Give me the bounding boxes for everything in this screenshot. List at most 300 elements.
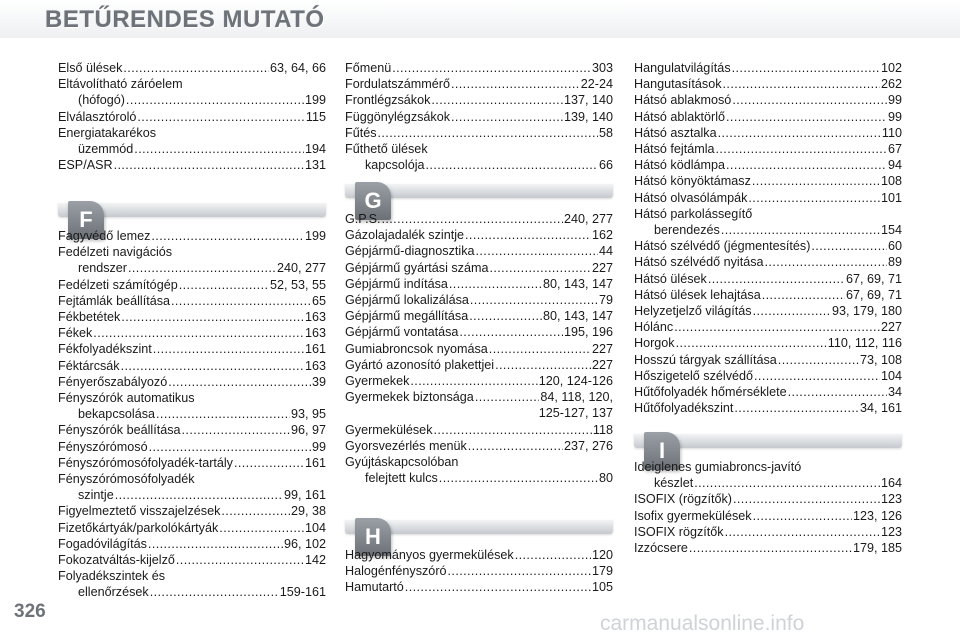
index-entry — [58, 92, 326, 108]
entry-pages: 96, 97 — [290, 423, 326, 438]
index-entry — [58, 520, 326, 536]
entry-pages: 159-161 — [279, 585, 326, 600]
entry-pages: 29, 38 — [290, 504, 326, 519]
entry-pages: 162 — [591, 228, 613, 243]
index-entry — [345, 276, 613, 292]
entry-term: Fizetőkártyák/parkolókártyák — [58, 520, 219, 535]
entry-term: Hátsó ülések lehajtása — [634, 287, 761, 302]
entry-pages: 110 — [881, 125, 902, 140]
leader-dots — [734, 400, 859, 416]
entry-pages: 84, 118, 120, — [540, 390, 613, 405]
entry-term: Gépjármű gyártási száma — [345, 260, 489, 275]
entry-term: Hátsó fejtámla — [634, 142, 715, 157]
index-entry — [58, 244, 326, 260]
index-entry — [58, 552, 326, 568]
index-entry — [58, 422, 326, 438]
leader-dots — [778, 352, 859, 368]
entry-pages: 34 — [887, 385, 902, 400]
leader-dots — [114, 157, 304, 173]
entry-term: Gyártó azonosító plakettjei — [345, 357, 495, 372]
index-entry — [58, 76, 326, 92]
leader-dots — [137, 109, 305, 125]
leader-dots — [495, 357, 591, 373]
entry-term: ellenőrzések — [78, 585, 149, 600]
index-entry — [58, 309, 326, 325]
entry-pages: 93, 95 — [290, 407, 326, 422]
index-entry — [345, 243, 613, 259]
entry-term: Fényszórómosófolyadék — [58, 472, 195, 487]
entry-term: Frontlégzsákok — [345, 93, 431, 108]
leader-dots — [489, 341, 591, 357]
entry-term: Hátsó olvasólámpák — [634, 190, 748, 205]
entry-pages: 227 — [591, 260, 613, 275]
entry-pages: 99 — [311, 439, 326, 454]
index-entry — [634, 287, 902, 303]
index-entry — [58, 325, 326, 341]
index-entry — [634, 459, 902, 475]
index-entry — [58, 141, 326, 157]
entry-term: felejtett kulcs — [365, 471, 438, 486]
index-entry — [345, 141, 613, 157]
entry-term: Gázolajadalék szintje — [345, 228, 465, 243]
entry-pages: 163 — [304, 326, 326, 341]
index-entry — [634, 352, 902, 368]
entry-term: Hátsó ködlámpa — [634, 158, 726, 173]
entry-pages: 303 — [591, 61, 613, 75]
leader-dots — [725, 524, 880, 540]
leader-dots — [489, 260, 591, 276]
entry-term: Hagyományos gyermekülések — [345, 548, 514, 562]
entry-term: Gépjármű-diagnosztika — [345, 244, 475, 259]
entry-term: Gépjármű vontatása — [345, 325, 459, 340]
index-entry — [58, 487, 326, 503]
index-entry — [58, 277, 326, 293]
entry-pages: 44 — [598, 244, 613, 259]
entry-term: Hátsó ablaktörlő — [634, 109, 726, 124]
entry-pages: 93, 179, 180 — [831, 304, 902, 319]
leader-dots — [694, 475, 880, 491]
index-entry — [634, 508, 902, 524]
index-entry — [345, 324, 613, 340]
index-entry — [58, 358, 326, 374]
entry-pages: 101 — [880, 190, 902, 205]
entry-pages: 179, 185 — [852, 541, 902, 556]
leader-dots — [434, 422, 592, 438]
entry-term: Gyermekülések — [345, 422, 433, 437]
leader-dots — [723, 76, 880, 92]
leader-dots — [439, 470, 598, 486]
entry-term: Fékbetétek — [58, 310, 121, 325]
entry-term: ESP/ASR — [58, 158, 113, 173]
index-entry — [345, 547, 613, 563]
entry-term: Hátsó könyöktámasz — [634, 174, 751, 189]
leader-dots — [392, 60, 591, 76]
entry-term: Izzócsere — [634, 541, 688, 556]
entry-pages: 227 — [880, 320, 902, 335]
entry-term: Hátsó ablakmosó — [634, 93, 732, 108]
leader-dots — [221, 503, 290, 519]
entry-pages: 120, 124-126 — [538, 374, 613, 389]
entry-pages: 139, 140 — [563, 109, 613, 124]
entry-term: készlet — [654, 476, 694, 491]
entry-pages: 110, 112, 116 — [827, 336, 902, 351]
entry-term: Energiatakarékos — [58, 125, 157, 140]
entry-pages: 164 — [880, 476, 902, 491]
index-entry — [345, 454, 613, 470]
index-entry — [58, 471, 326, 487]
index-list-h — [345, 547, 613, 596]
leader-dots — [128, 260, 276, 276]
index-entry — [58, 568, 326, 584]
index-entry — [634, 319, 902, 335]
entry-pages: 67, 69, 71 — [845, 271, 902, 286]
leader-dots — [405, 579, 591, 595]
entry-term: ISOFIX rögzítők — [634, 524, 724, 539]
index-list-g — [345, 211, 613, 486]
index-entry — [634, 400, 902, 416]
index-entry — [345, 389, 613, 405]
entry-term: ISOFIX (rögzítők) — [634, 492, 732, 507]
index-entry — [634, 109, 902, 125]
leader-dots — [426, 157, 598, 173]
leader-dots — [126, 92, 304, 108]
index-entry — [634, 206, 902, 222]
index-entry — [634, 384, 902, 400]
section-letter: G — [364, 188, 382, 213]
section-letter: I — [658, 438, 666, 463]
index-entry — [634, 254, 902, 270]
entry-term: Ideiglenes gumiabroncs-javító — [634, 460, 802, 474]
index-entry — [345, 438, 613, 454]
entry-term: Fejtámlák beállítása — [58, 293, 170, 308]
leader-dots — [676, 335, 827, 351]
leader-dots — [378, 125, 598, 141]
index-entry — [345, 470, 613, 486]
entry-term: Fedélzeti navigációs — [58, 245, 173, 260]
entry-term: rendszer — [78, 261, 127, 276]
index-entry — [58, 390, 326, 406]
entry-pages: 240, 277 — [563, 212, 613, 226]
entry-pages: 179 — [591, 564, 613, 579]
index-list-h2 — [634, 60, 902, 416]
index-entry — [58, 293, 326, 309]
entry-pages: 123 — [880, 524, 902, 539]
leader-dots — [449, 276, 542, 292]
leader-dots — [476, 243, 598, 259]
leader-dots — [115, 487, 283, 503]
entry-pages: 67, 69, 71 — [845, 287, 902, 302]
entry-term: Fedélzeti számítógép — [58, 277, 178, 292]
entry-term: Fényszórómosó — [58, 439, 148, 454]
entry-pages: 60 — [887, 239, 902, 254]
index-entry — [345, 109, 613, 125]
leader-dots — [515, 547, 591, 563]
entry-term: Fényszórók automatikus — [58, 391, 195, 406]
entry-term: Fogadóvilágítás — [58, 536, 147, 551]
leader-dots — [121, 309, 304, 325]
leader-dots — [754, 368, 880, 384]
entry-term: Hátsó parkolássegítő — [634, 206, 753, 221]
leader-dots — [148, 536, 283, 552]
entry-pages: 34, 161 — [859, 401, 902, 416]
leader-dots — [156, 406, 290, 422]
entry-pages: 39 — [311, 374, 326, 389]
index-entry — [58, 455, 326, 471]
entry-term: szintje — [78, 488, 114, 503]
leader-dots — [151, 228, 304, 244]
index-entry — [58, 228, 326, 244]
index-entry — [345, 92, 613, 108]
entry-term: Hátsó asztalka — [634, 125, 717, 140]
leader-dots — [732, 60, 880, 76]
index-entry — [634, 368, 902, 384]
entry-pages: 104 — [304, 520, 326, 535]
entry-pages: 99 — [887, 109, 902, 124]
leader-dots — [465, 227, 591, 243]
entry-pages: 94 — [887, 158, 902, 173]
leader-dots — [674, 319, 880, 335]
entry-pages: 80, 143, 147 — [542, 309, 613, 324]
entry-pages: 161 — [304, 342, 326, 357]
entry-term: Féktárcsák — [58, 358, 120, 373]
index-entry — [58, 109, 326, 125]
entry-term: Gépjármű megállítása — [345, 309, 469, 324]
index-entry — [634, 491, 902, 507]
leader-dots — [732, 92, 887, 108]
entry-pages: 240, 277 — [276, 261, 326, 276]
entry-term: Elválasztóroló — [58, 109, 137, 124]
leader-dots — [179, 277, 269, 293]
entry-term: Fékfolyadékszint — [58, 342, 152, 357]
leader-dots — [448, 563, 591, 579]
leader-dots — [176, 552, 304, 568]
index-entry — [345, 373, 613, 389]
entry-term: Hólánc — [634, 320, 674, 335]
entry-term: Fényerőszabályozó — [58, 374, 168, 389]
entry-term: Fényszórómosófolyadék-tartály — [58, 455, 233, 470]
index-entry — [634, 540, 902, 556]
leader-dots — [811, 238, 887, 254]
leader-dots — [470, 292, 598, 308]
entry-term: Gumiabroncsok nyomása — [345, 341, 488, 356]
leader-dots — [748, 190, 880, 206]
index-entry — [634, 157, 902, 173]
entry-term: Fagyvédő lemez — [58, 229, 151, 243]
entry-pages: 142 — [304, 553, 326, 568]
entry-pages: 125-127, 137 — [538, 406, 613, 421]
entry-term: Hamutartó — [345, 580, 404, 595]
entry-term: Horgok — [634, 336, 675, 351]
entry-term: Eltávolítható záróelem — [58, 77, 183, 92]
index-entry — [345, 292, 613, 308]
entry-pages: 227 — [591, 357, 613, 372]
entry-term: Gyermekek biztonsága — [345, 390, 474, 405]
index-entry — [634, 92, 902, 108]
entry-term: Hosszú tárgyak szállítása — [634, 352, 777, 367]
index-entry — [345, 211, 613, 227]
entry-term: üzemmód — [78, 142, 134, 157]
index-entry — [634, 475, 902, 491]
entry-term: (hófogó) — [78, 93, 125, 108]
leader-dots — [726, 157, 887, 173]
entry-term: Hátsó ülések — [634, 271, 707, 286]
leader-dots — [93, 325, 304, 341]
leader-dots — [171, 293, 311, 309]
entry-term: Figyelmeztető visszajelzések — [58, 504, 221, 519]
entry-pages: 131 — [304, 158, 326, 173]
leader-dots — [123, 60, 269, 76]
entry-term: Hűtőfolyadékszint — [634, 401, 734, 416]
index-entry — [345, 60, 613, 76]
entry-pages: 199 — [304, 93, 326, 108]
leader-dots — [431, 92, 563, 108]
index-entry — [634, 238, 902, 254]
index-entry — [345, 157, 613, 173]
index-entry — [345, 422, 613, 438]
index-entry — [634, 271, 902, 287]
section-letter: F — [79, 207, 93, 232]
entry-term: Hátsó szélvédő nyitása — [634, 255, 764, 270]
leader-dots — [121, 358, 304, 374]
leader-dots — [475, 389, 540, 405]
index-entry — [634, 141, 902, 157]
leader-dots — [468, 438, 563, 454]
leader-dots — [451, 109, 563, 125]
index-entry — [58, 584, 326, 600]
leader-dots — [168, 374, 311, 390]
leader-dots — [762, 287, 845, 303]
entry-pages: 195, 196 — [563, 325, 613, 340]
entry-term: Helyzetjelző világítás — [634, 304, 752, 319]
entry-pages: 79 — [598, 293, 613, 308]
entry-term: Hangutasítások — [634, 77, 722, 92]
index-entry — [58, 439, 326, 455]
page-header — [0, 0, 960, 38]
index-entry — [58, 260, 326, 276]
leader-dots — [134, 141, 304, 157]
index-entry — [345, 76, 613, 92]
entry-pages: 80, 143, 147 — [542, 276, 613, 291]
leader-dots — [219, 520, 304, 536]
entry-pages: 89 — [887, 255, 902, 270]
leader-dots — [150, 584, 279, 600]
entry-pages: 67 — [887, 142, 902, 157]
entry-pages: 199 — [304, 229, 326, 243]
leader-dots — [182, 422, 290, 438]
entry-pages: 161 — [304, 455, 326, 470]
entry-pages: 102 — [880, 61, 902, 75]
index-entry — [345, 341, 613, 357]
entry-term: Fényszórók beállítása — [58, 423, 181, 438]
entry-pages: 22-24 — [580, 77, 613, 92]
index-entry — [345, 579, 613, 595]
leader-dots — [689, 540, 852, 556]
leader-dots — [733, 491, 880, 507]
index-entry — [345, 227, 613, 243]
entry-term: berendezés — [654, 223, 720, 238]
entry-term: G.P.S. — [345, 212, 381, 226]
entry-pages: 163 — [304, 310, 326, 325]
entry-pages: 105 — [591, 580, 613, 595]
leader-dots — [718, 125, 881, 141]
leader-dots — [788, 384, 887, 400]
leader-dots — [752, 173, 880, 189]
section-letter: H — [365, 524, 381, 549]
entry-term: Fűtés — [345, 125, 377, 140]
watermark: carmanualsonline.info — [600, 612, 805, 635]
entry-term: Főmenü — [345, 61, 392, 75]
index-entry — [345, 563, 613, 579]
entry-term: Gyermekek — [345, 374, 410, 389]
entry-pages: 118 — [592, 422, 613, 437]
index-entry — [634, 303, 902, 319]
index-list-i — [634, 459, 902, 556]
entry-term: Gépjármű indítása — [345, 276, 448, 291]
entry-pages: 163 — [304, 358, 326, 373]
index-entry — [345, 308, 613, 324]
entry-term: Hűtőfolyadék hőmérséklete — [634, 385, 787, 400]
leader-dots — [149, 439, 311, 455]
entry-pages: 137, 140 — [563, 93, 613, 108]
leader-dots — [753, 303, 831, 319]
entry-term: Folyadékszintek és — [58, 569, 166, 584]
entry-term: Gépjármű lokalizálása — [345, 293, 469, 308]
entry-term: Halogénfényszóró — [345, 564, 447, 579]
entry-term: Fordulatszámmérő — [345, 77, 450, 92]
entry-pages: 73, 108 — [859, 352, 902, 367]
entry-pages: 115 — [305, 109, 326, 124]
entry-pages: 108 — [880, 174, 902, 189]
index-entry — [58, 341, 326, 357]
index-list-e — [58, 60, 326, 173]
leader-dots — [708, 271, 845, 287]
index-entry — [58, 60, 326, 76]
entry-pages: 104 — [880, 368, 902, 383]
entry-pages: 237, 276 — [563, 438, 613, 453]
entry-term: Függönylégzsákok — [345, 109, 451, 124]
index-entry — [634, 125, 902, 141]
leader-dots — [381, 211, 563, 227]
entry-pages: 52, 53, 55 — [269, 277, 326, 292]
index-entry — [634, 190, 902, 206]
leader-dots — [469, 308, 542, 324]
entry-pages: 123, 126 — [852, 508, 902, 523]
entry-pages: 194 — [304, 142, 326, 157]
leader-dots — [721, 222, 880, 238]
entry-pages: 96, 102 — [283, 536, 326, 551]
entry-pages: 99 — [887, 93, 902, 108]
entry-term: Fűthető ülések — [345, 142, 428, 157]
index-entry — [634, 76, 902, 92]
entry-pages: 58 — [598, 125, 613, 140]
index-entry — [634, 222, 902, 238]
index-entry — [345, 260, 613, 276]
index-entry — [634, 60, 902, 76]
page-number: 326 — [14, 601, 46, 622]
entry-term: Gyújtáskapcsolóban — [345, 455, 459, 470]
index-entry — [634, 173, 902, 189]
leader-dots — [410, 373, 537, 389]
entry-pages: 63, 64, 66 — [269, 61, 326, 75]
entry-term: Hátsó szélvédő (jégmentesítés) — [634, 239, 811, 254]
leader-dots — [451, 76, 580, 92]
entry-pages: 120 — [591, 548, 613, 562]
index-entry — [634, 524, 902, 540]
leader-dots — [153, 341, 304, 357]
entry-pages: 123 — [880, 492, 902, 507]
entry-term: Isofix gyermekülések — [634, 508, 752, 523]
index-entry — [58, 536, 326, 552]
